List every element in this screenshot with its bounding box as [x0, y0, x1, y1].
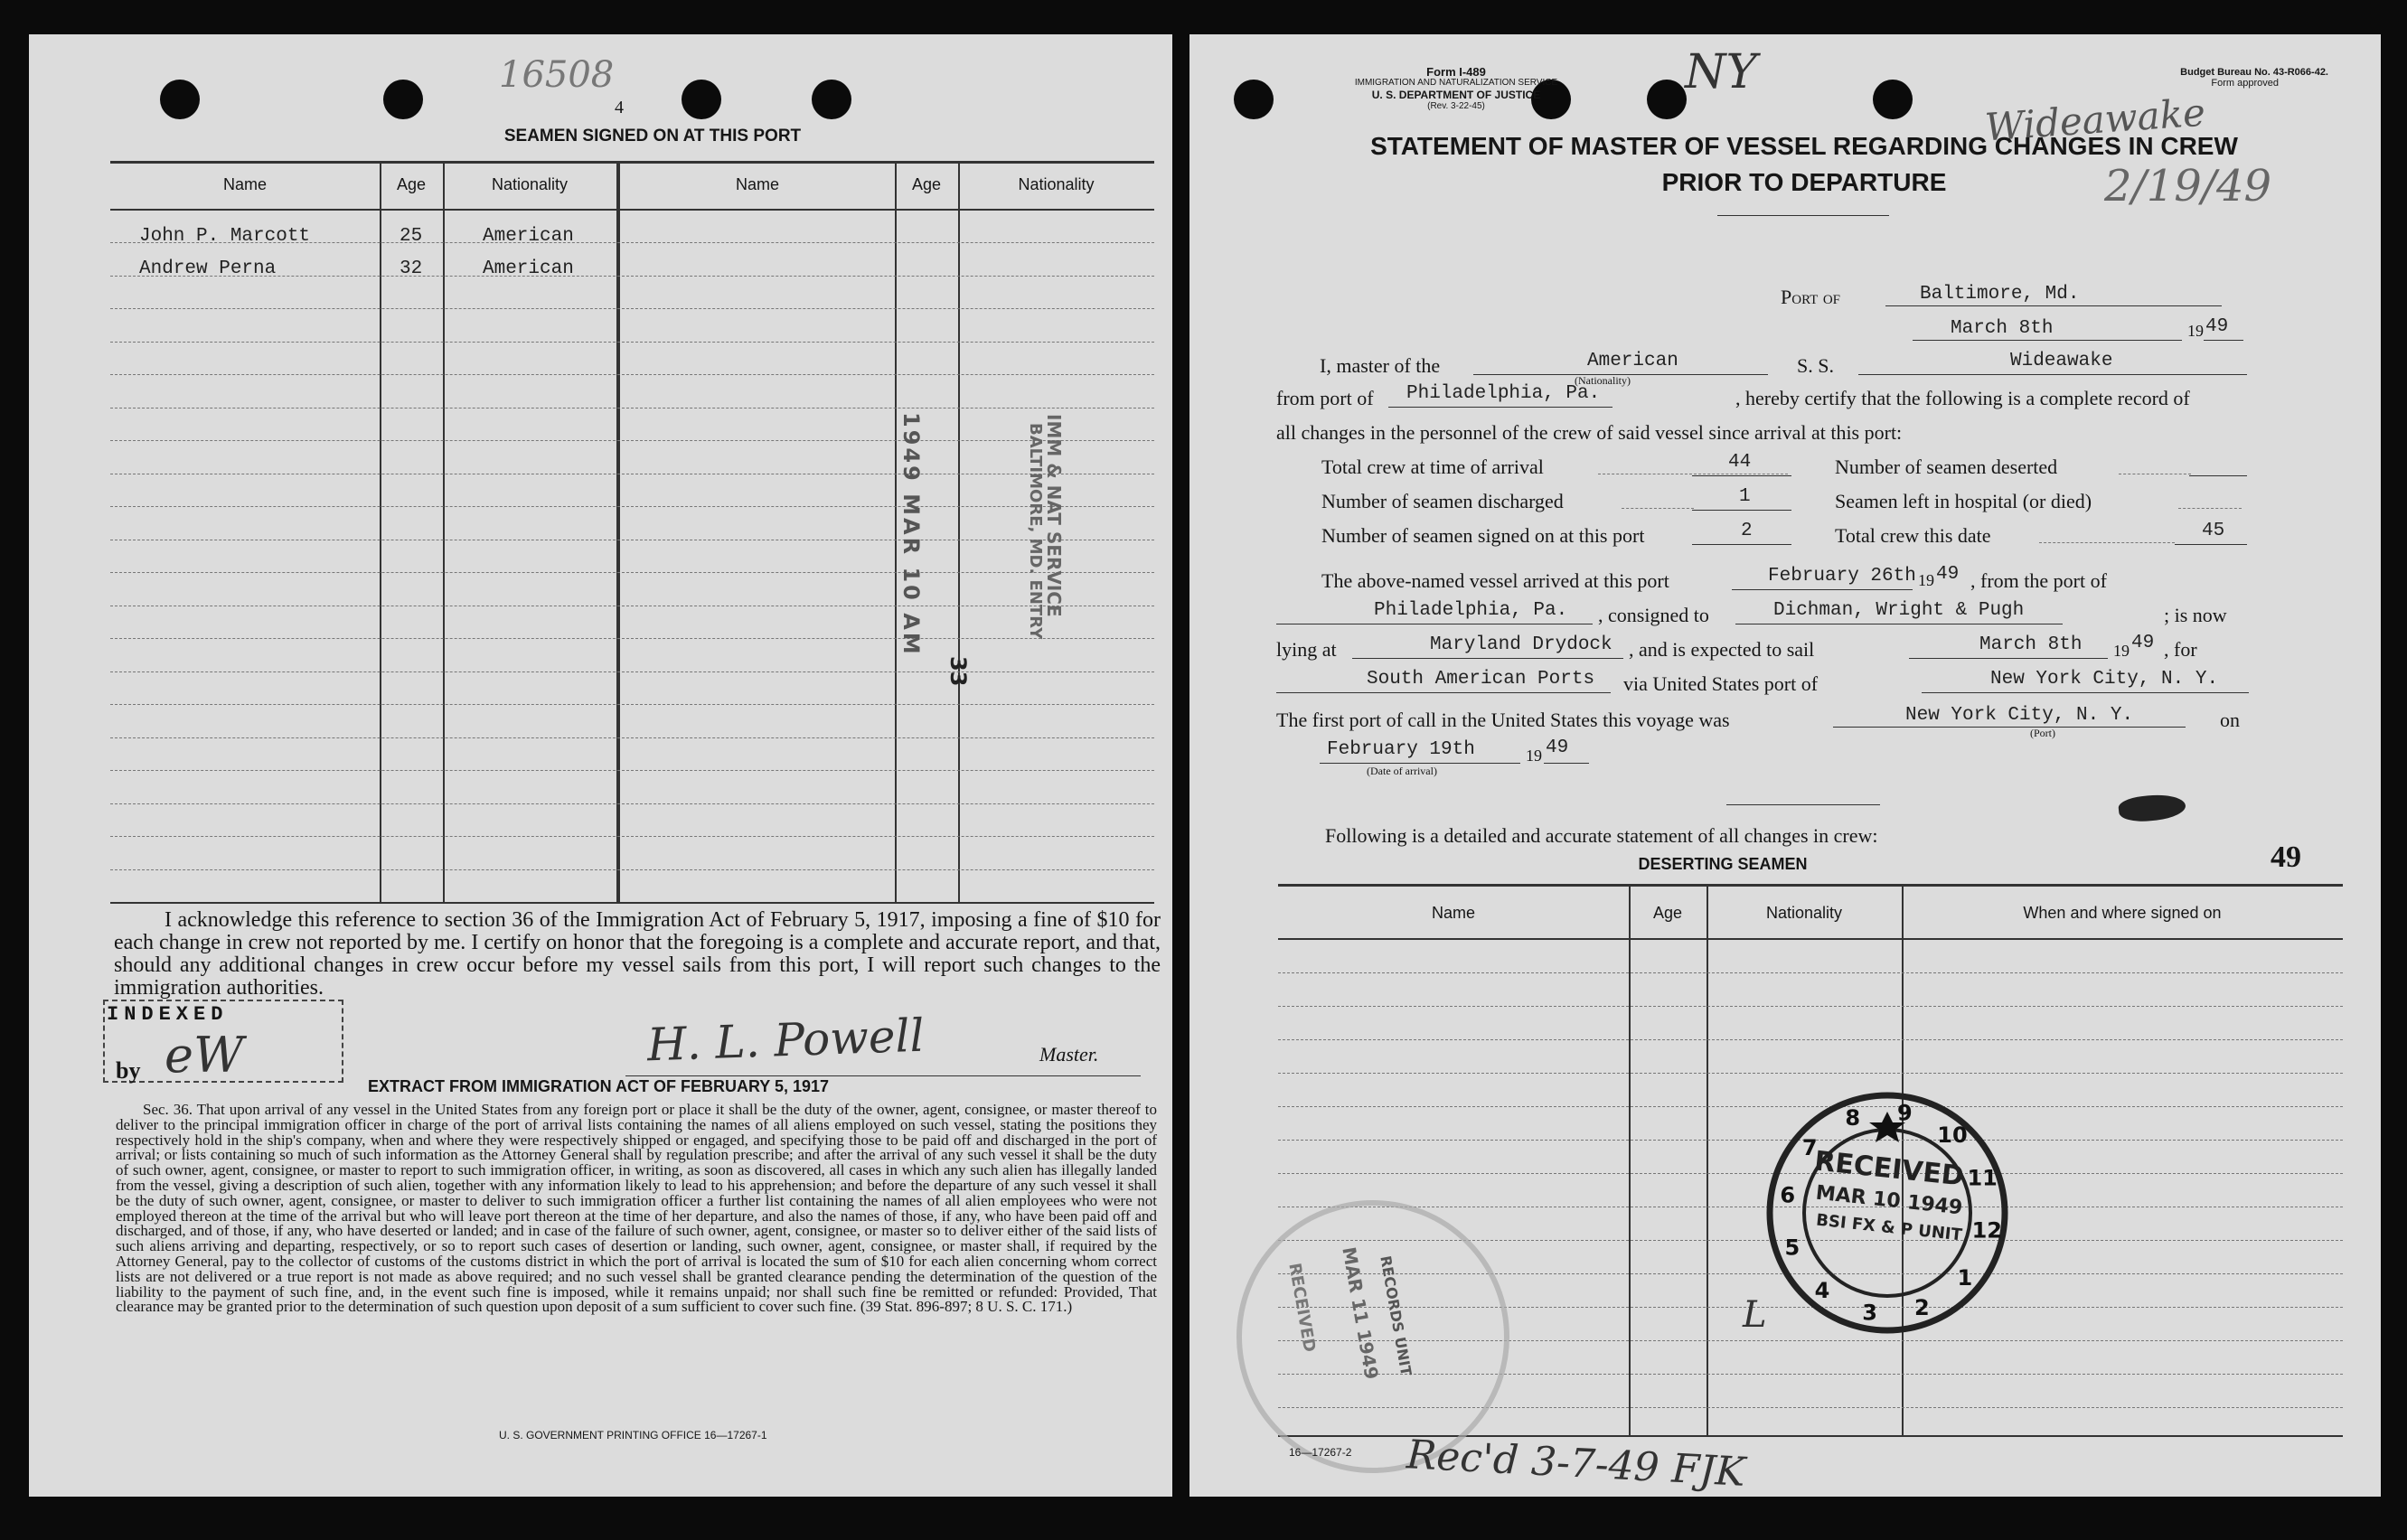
received-stamp-date: MAR 10 1949 — [1814, 1181, 1964, 1220]
arrival-date-value: February 19th — [1327, 739, 1475, 760]
records-stamp-line3: RECORDS UNIT — [1377, 1254, 1415, 1377]
printer-imprint: U. S. GOVERNMENT PRINTING OFFICE 16—17267-1 — [499, 1429, 767, 1441]
stat-total-arrival-label: Total crew at time of arrival — [1321, 455, 1544, 478]
on-label: on — [2220, 709, 2240, 731]
form-title: STATEMENT OF MASTER OF VESSEL REGARDING CHANGES IN CREW — [1370, 132, 2238, 160]
stamp-ring-number: 11 — [1967, 1165, 1998, 1191]
fill-line — [1922, 692, 2249, 693]
nationality-value: American — [1587, 351, 1678, 371]
sail-date: March 8th — [1979, 634, 2083, 655]
table-header-rule — [1278, 938, 2343, 940]
punch-hole — [160, 80, 200, 119]
stat-discharged-label: Number of seamen discharged — [1321, 490, 1564, 512]
arrived-from: Philadelphia, Pa. — [1374, 600, 1568, 621]
punch-hole — [682, 80, 721, 119]
ruled-line — [110, 440, 1154, 441]
column-header-nationality: Nationality — [1018, 175, 1095, 193]
ruled-line — [110, 506, 1154, 507]
first-port-text: The first port of call in the United States this voyage was — [1276, 709, 1730, 731]
ruled-line — [110, 638, 1154, 639]
budget-bureau-number: Budget Bureau No. 43-R066-42. — [2180, 67, 2328, 78]
section-title: SEAMEN SIGNED ON AT THIS PORT — [503, 127, 802, 146]
table-header-rule — [110, 209, 1154, 211]
ruled-line — [1278, 972, 2343, 973]
fill-line — [1352, 658, 1623, 659]
port-label: Port of — [1781, 286, 1841, 308]
indexed-stamp: INDEXED — [107, 1003, 229, 1026]
ruled-line — [110, 869, 1154, 870]
indexed-initials: eW — [165, 1027, 244, 1084]
column-divider — [1629, 884, 1631, 1435]
sail-year: 49 — [2131, 633, 2155, 653]
acknowledgement-paragraph: I acknowledge this reference to section 36 of the Immigration Act of February 5, 1917, imposing a fine of $10 for each change in crew not reported by me. I certify on honor that the foregoing is a complete and accurate report, and that, should any additional changes in crew occur before my vessel sails from this port, I will report such changes to the immigration authorities. — [114, 908, 1161, 1000]
stat-discharged-value: 1 — [1739, 486, 1751, 507]
ruled-line — [110, 770, 1154, 771]
crew-age: 32 — [400, 258, 423, 279]
fill-line — [1692, 475, 1791, 476]
fill-line — [1544, 763, 1589, 764]
page-number: 4 — [615, 98, 624, 117]
ruled-line — [1278, 1006, 2343, 1007]
records-stamp-line1: RECEIVED — [1284, 1262, 1320, 1354]
column-header-age: Age — [911, 175, 942, 193]
stat-total-date-label: Total crew this date — [1835, 524, 1991, 547]
vertical-date-stamp: 1949 MAR 10 AM — [898, 412, 924, 657]
fill-line — [1320, 763, 1520, 764]
ruled-line — [1278, 1039, 2343, 1040]
ink-blot — [2118, 792, 2187, 824]
handwritten-received-note: Rec'd 3-7-49 FJK — [1405, 1432, 1746, 1496]
right-page-number: 49 — [2271, 840, 2301, 874]
fill-line — [1692, 510, 1791, 511]
all-changes-text: all changes in the personnel of the crew of said vessel since arrival at this port: — [1276, 421, 1903, 444]
column-header-name: Name — [222, 175, 267, 193]
printer-imprint: 16—17267-2 — [1289, 1446, 1352, 1459]
stamp-ring-number: 1 — [1957, 1265, 1973, 1291]
stat-total-date-value: 45 — [2202, 521, 2225, 541]
master-of-label: I, master of the — [1320, 354, 1441, 377]
stat-signed-label: Number of seamen signed on at this port — [1321, 524, 1645, 547]
fill-line — [1692, 544, 1791, 545]
column-divider — [1707, 884, 1708, 1435]
form-subtitle: PRIOR TO DEPARTURE — [1661, 168, 1947, 196]
master-label: Master. — [1039, 1043, 1099, 1066]
leader-dots — [2039, 542, 2175, 543]
records-stamp-line2: MAR 11 1949 — [1338, 1245, 1383, 1382]
punch-hole — [812, 80, 851, 119]
year-value: 49 — [2205, 316, 2229, 337]
ruled-line — [110, 342, 1154, 343]
fill-line — [1732, 589, 1913, 590]
indexed-by-label: by — [116, 1057, 141, 1084]
table-bottom-rule — [110, 902, 1154, 904]
column-header-signed-on: When and where signed on — [2023, 904, 2222, 922]
received-stamp — [1763, 1088, 2012, 1338]
signature-line — [625, 1075, 1141, 1076]
stamp-ring-number: 10 — [1937, 1122, 1968, 1149]
fill-line — [1858, 374, 2247, 375]
stamp-ring-number: 12 — [1971, 1217, 2003, 1244]
stamp-ring-number: 6 — [1780, 1182, 1796, 1208]
column-header-age: Age — [1652, 904, 1683, 922]
stamp-ring-number: 3 — [1862, 1300, 1877, 1326]
arrived-date: February 26th — [1768, 566, 1916, 587]
punch-hole — [1234, 80, 1274, 119]
ruled-line — [110, 374, 1154, 375]
column-header-nationality: Nationality — [1765, 904, 1843, 922]
ruled-line — [1278, 1073, 2343, 1074]
fill-line — [1276, 692, 1611, 693]
arrival-year-prefix: 19 — [1526, 747, 1542, 765]
extract-text: Sec. 36. That upon arrival of any vessel in the United States from any foreign port or place it shall be the duty of the owner, agent, consignee, or master thereof to deliver to the principal immigration officer in charge of the port of arrival lists containing the names of all aliens employed on such vessel, stating the positions they respectively hold in the ship's company, when and where they were respectively shipped or engaged, and specifying those to be paid off and discharged in the port of arrival; or lists containing so much of such information as the Attorney General shall by regulation prescribe; and after the arrival of any such vessel it shall be the duty of such owner, agent, consignee, or master to report to such immigration officer, in writing, as soon as discovered, all cases in which any such alien has illegally landed from the vessel, giving a description of such alien, together with any information likely to lead to his apprehension; and before the departure of any such vessel it shall be the duty of such owner, agent, consignee, or master to deliver to such immigration officer a further list containing the names of all alien employees who were not employed thereon at the time of the arrival but who will leave port thereon at the time of her departure, and also the names of those, if any, who have been paid off and discharged, and of those, if any, who have deserted or landed; and in case of the failure of such owner, agent, consignee, or master so to deliver either of the said lists of such aliens arriving and departing, respectively, or so to report such cases of desertion or landing, such owner, agent, consignee, or master shall, if required by the Attorney General, pay to the collector of customs of the customs district in which the port of arrival is located the sum of $10 for each alien concerning whom correct lists are not delivered or a true report is not made as above required; and no such vessel shall be granted clearance pending the determination of the question of the liability to the payment of such fine, and, in the event such fine is imposed, while it remains unpaid; nor shall such fine be remitted or refunded: Provided, That clearance may be granted prior to the determination of such question upon deposit of a sum sufficient to cover such fine. (39 Stat. 896-897; 8 U. S. C. 171.) — [116, 1101, 1157, 1316]
title-rule — [1717, 215, 1889, 216]
stamp-ring-number: 8 — [1845, 1104, 1861, 1131]
crew-name: John P. Marcott — [139, 226, 311, 247]
fill-line — [2175, 544, 2247, 545]
column-divider — [380, 161, 381, 902]
column-header-name: Name — [735, 175, 779, 193]
date-of-arrival-caption: (Date of arrival) — [1367, 765, 1437, 777]
left-page — [29, 34, 1172, 1497]
port-caption: (Port) — [2030, 727, 2055, 739]
ruled-line — [110, 704, 1154, 705]
right-page — [1189, 34, 2381, 1497]
form-number: Form I-489 — [1426, 65, 1486, 79]
handwritten-file-number: 16508 — [499, 54, 615, 96]
separator-rule — [1726, 804, 1880, 805]
ruled-line — [110, 803, 1154, 804]
form-approved: Form approved — [2211, 78, 2279, 89]
extract-title: EXTRACT FROM IMMIGRATION ACT OF FEBRUARY 5, 1917 — [367, 1077, 830, 1095]
handwritten-tick: L — [1743, 1294, 1767, 1336]
table-top-rule — [1278, 884, 2343, 887]
stamp-ring-number: 2 — [1913, 1295, 1930, 1321]
crew-nationality: American — [483, 258, 574, 279]
vertical-service-stamp: IMM & NAT SERVICE — [1043, 414, 1065, 617]
punch-hole — [383, 80, 423, 119]
column-divider — [616, 161, 620, 902]
fill-line — [1833, 727, 2186, 728]
sail-year-prefix: 19 — [2113, 642, 2130, 660]
ruled-line — [110, 836, 1154, 837]
stat-signed-value: 2 — [1741, 521, 1753, 541]
fill-line — [2204, 340, 2243, 341]
crew-name: Andrew Perna — [139, 258, 277, 279]
stat-hospital-label: Seamen left in hospital (or died) — [1835, 490, 2092, 512]
ruled-line — [110, 572, 1154, 573]
expected-text: , and is expected to sail — [1629, 638, 1815, 661]
certify-text: , hereby certify that the following is a complete record of — [1735, 387, 2190, 409]
table-top-rule — [110, 161, 1154, 164]
leader-dots — [1622, 508, 1694, 509]
via-port: New York City, N. Y. — [1990, 669, 2219, 690]
consigned-to-label: , consigned to — [1598, 604, 1709, 626]
destination: South American Ports — [1367, 669, 1595, 690]
fill-line — [1885, 305, 2222, 306]
column-header-name: Name — [1431, 904, 1475, 922]
vessel-value: Wideawake — [2010, 351, 2113, 371]
received-stamp-title: RECEIVED — [1812, 1145, 1966, 1193]
from-port-label: from port of — [1276, 387, 1374, 409]
lying-at-label: lying at — [1276, 638, 1337, 661]
column-divider — [958, 161, 960, 902]
nationality-caption: (Nationality) — [1575, 374, 1631, 387]
handwritten-date: 2/19/49 — [2104, 161, 2272, 211]
date-value: March 8th — [1951, 318, 2054, 339]
master-signature: H. L. Powell — [646, 1009, 926, 1072]
arrived-year-prefix: 19 — [1918, 571, 1934, 589]
column-divider — [895, 161, 897, 902]
stamp-ring-number: 5 — [1784, 1235, 1801, 1261]
stamp-number: 33 — [945, 656, 971, 687]
column-header-age: Age — [396, 175, 427, 193]
from-port-value: Philadelphia, Pa. — [1406, 383, 1601, 404]
leader-dots — [2178, 508, 2242, 509]
fill-line — [1388, 407, 1613, 408]
for-label: , for — [2164, 638, 2197, 661]
column-header-nationality: Nationality — [491, 175, 569, 193]
is-now-text: ; is now — [2164, 604, 2227, 626]
handwritten-vessel-name: Wideawake — [1983, 89, 2207, 150]
vertical-entry-stamp: BALTIMORE, MD. ENTRY — [1026, 423, 1045, 640]
via-text: via United States port of — [1623, 672, 1819, 695]
column-divider — [443, 161, 445, 902]
crew-nationality: American — [483, 226, 574, 247]
agency-name: IMMIGRATION AND NATURALIZATION SERVICE — [1354, 78, 1558, 88]
fill-line — [2189, 475, 2247, 476]
received-stamp-unit: BSI FX & P UNIT — [1815, 1210, 1963, 1245]
punch-hole — [1647, 80, 1687, 119]
crew-age: 25 — [400, 226, 423, 247]
department-name: U. S. DEPARTMENT OF JUSTICE — [1371, 89, 1541, 101]
arrived-year: 49 — [1936, 564, 1960, 585]
lying-value: Maryland Drydock — [1430, 634, 1613, 655]
stat-deserted-label: Number of seamen deserted — [1835, 455, 2058, 478]
from-the-port-text: , from the port of — [1970, 569, 2107, 592]
punch-hole — [1873, 80, 1913, 119]
ss-label: S. S. — [1797, 354, 1834, 377]
following-text: Following is a detailed and accurate statement of all changes in crew: — [1325, 824, 1878, 847]
port-value: Baltimore, Md. — [1920, 284, 2080, 305]
deserting-title: DESERTING SEAMEN — [1638, 855, 1808, 873]
ruled-line — [110, 308, 1154, 309]
fill-line — [1909, 658, 2108, 659]
form-revision: (Rev. 3-22-45) — [1427, 101, 1485, 111]
consignee: Dichman, Wright & Pugh — [1773, 600, 2025, 621]
first-port-value: New York City, N. Y. — [1905, 705, 2134, 726]
stamp-ring-number: 9 — [1897, 1100, 1913, 1126]
fill-line — [1913, 340, 2182, 341]
stamp-ring-number: 7 — [1801, 1135, 1818, 1160]
arrival-year: 49 — [1546, 737, 1569, 758]
handwritten-ny: NY — [1685, 45, 1757, 99]
stamp-ring-number: 4 — [1814, 1277, 1830, 1303]
ruled-line — [110, 737, 1154, 738]
stat-total-arrival-value: 44 — [1728, 452, 1752, 473]
year-prefix: 19 — [2187, 322, 2204, 340]
ruled-line — [110, 671, 1154, 672]
arrived-text: The above-named vessel arrived at this port — [1321, 569, 1669, 592]
